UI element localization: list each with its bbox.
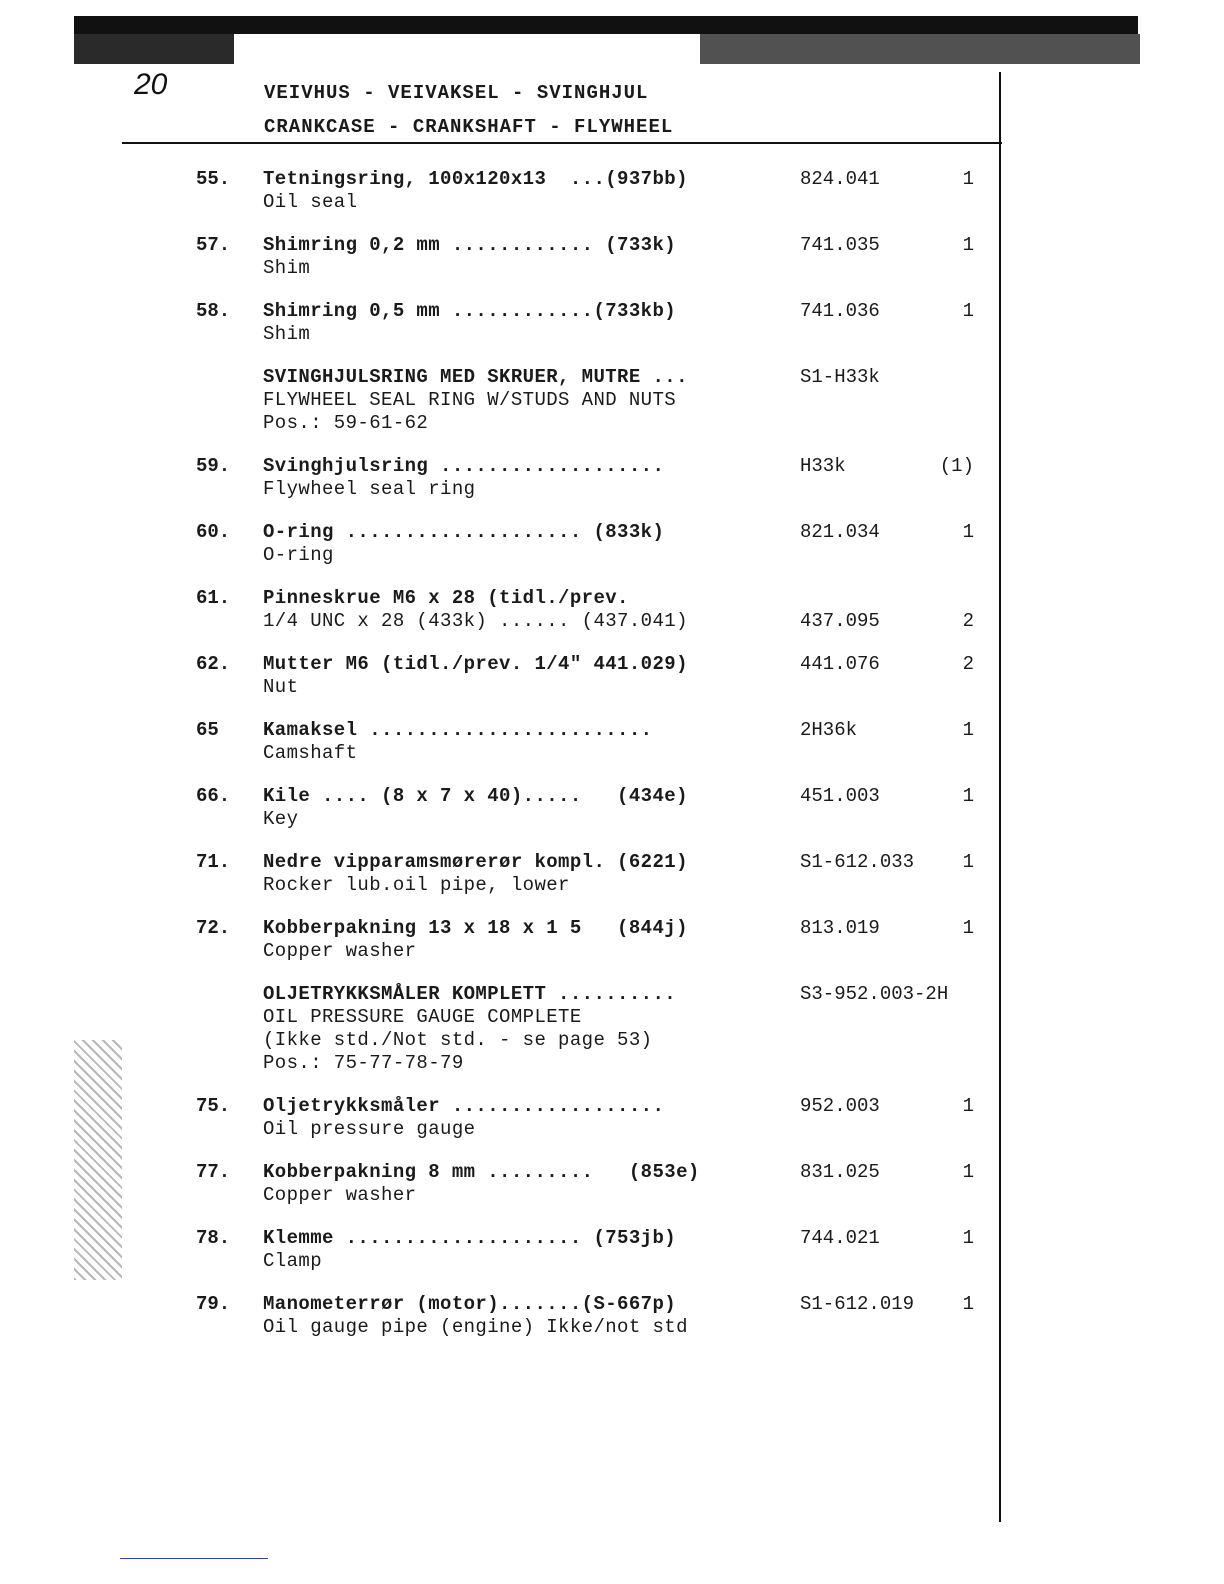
item-position: 75. xyxy=(196,1095,231,1117)
scan-artifact-right xyxy=(700,34,1140,64)
item-description xyxy=(263,1161,753,1207)
quantity: 1 xyxy=(962,300,974,322)
part-number: 437.095 xyxy=(800,610,880,632)
list-item xyxy=(0,521,1000,567)
list-item xyxy=(0,653,1000,699)
part-number: H33k xyxy=(800,455,846,477)
part-number: S1-612.033 xyxy=(800,851,915,873)
quantity: 1 xyxy=(962,917,974,939)
item-position: 61. xyxy=(196,587,231,609)
page-heading-norwegian: VEIVHUS - VEIVAKSEL - SVINGHJUL xyxy=(264,82,649,104)
quantity: 1 xyxy=(962,168,974,190)
description-line-secondary: Clamp xyxy=(263,1250,323,1272)
quantity: 1 xyxy=(962,234,974,256)
item-position: 78. xyxy=(196,1227,231,1249)
list-item xyxy=(0,719,1000,765)
parts-list xyxy=(0,168,1000,1359)
item-position: 58. xyxy=(196,300,231,322)
description-line-secondary: Copper washer xyxy=(263,1184,417,1206)
part-number: 824.041 xyxy=(800,168,880,190)
page-heading-english: CRANKCASE - CRANKSHAFT - FLYWHEEL xyxy=(264,116,674,138)
description-line-secondary: FLYWHEEL SEAL RING W/STUDS AND NUTS xyxy=(263,389,677,411)
item-description xyxy=(263,851,753,897)
item-description xyxy=(263,366,753,435)
item-position: 71. xyxy=(196,851,231,873)
part-number: 831.025 xyxy=(800,1161,880,1183)
scan-noise xyxy=(74,1040,122,1280)
quantity: 1 xyxy=(962,521,974,543)
part-number: 952.003 xyxy=(800,1095,880,1117)
description-line-primary: Mutter M6 (tidl./prev. 1/4" 441.029) xyxy=(263,653,688,675)
item-description xyxy=(263,1095,753,1141)
description-line-secondary: Pos.: 75-77-78-79 xyxy=(263,1052,464,1074)
part-number: 451.003 xyxy=(800,785,880,807)
part-number: S3-952.003-2H xyxy=(800,983,949,1005)
description-line-primary: Klemme .................... (753jb) xyxy=(263,1227,677,1249)
quantity: 1 xyxy=(962,1293,974,1315)
item-description xyxy=(263,653,753,699)
quantity: 1 xyxy=(962,1227,974,1249)
description-line-primary: Manometerrør (motor).......(S-667p) xyxy=(263,1293,677,1315)
item-description xyxy=(263,719,753,765)
item-position: 72. xyxy=(196,917,231,939)
scan-artifact-left xyxy=(74,34,234,64)
footer-line xyxy=(120,1558,268,1559)
item-description xyxy=(263,1293,753,1339)
description-line-primary: Kobberpakning 8 mm ......... (853e) xyxy=(263,1161,700,1183)
part-number: 741.036 xyxy=(800,300,880,322)
description-line-secondary: Pos.: 59-61-62 xyxy=(263,412,429,434)
item-description xyxy=(263,521,753,567)
description-line-secondary: Oil gauge pipe (engine) Ikke/not std xyxy=(263,1316,688,1338)
item-description xyxy=(263,587,753,633)
item-position: 65 xyxy=(196,719,219,741)
list-item xyxy=(0,851,1000,897)
description-line-secondary: Key xyxy=(263,808,299,830)
description-line-primary: Kile .... (8 x 7 x 40)..... (434e) xyxy=(263,785,688,807)
description-line-primary: Pinneskrue M6 x 28 (tidl./prev. xyxy=(263,587,629,609)
quantity: 1 xyxy=(962,1161,974,1183)
description-line-secondary: O-ring xyxy=(263,544,334,566)
item-description xyxy=(263,785,753,831)
description-line-primary: Shimring 0,2 mm ............ (733k) xyxy=(263,234,677,256)
list-item xyxy=(0,455,1000,501)
item-description xyxy=(263,168,753,214)
part-number: 441.076 xyxy=(800,653,880,675)
item-position: 55. xyxy=(196,168,231,190)
item-description xyxy=(263,983,753,1075)
item-position: 62. xyxy=(196,653,231,675)
item-position: 79. xyxy=(196,1293,231,1315)
description-line-primary: Kamaksel ........................ xyxy=(263,719,653,741)
list-item xyxy=(0,1227,1000,1273)
list-item xyxy=(0,917,1000,963)
description-line-secondary: Rocker lub.oil pipe, lower xyxy=(263,874,570,896)
list-item xyxy=(0,234,1000,280)
description-line-primary: Svinghjulsring ................... xyxy=(263,455,665,477)
list-item xyxy=(0,1293,1000,1339)
list-item xyxy=(0,1095,1000,1141)
part-number: S1-H33k xyxy=(800,366,880,388)
quantity: 1 xyxy=(962,1095,974,1117)
part-number: 821.034 xyxy=(800,521,880,543)
description-line-primary: Kobberpakning 13 x 18 x 1 5 (844j) xyxy=(263,917,688,939)
quantity: (1) xyxy=(939,455,974,477)
description-line-secondary: Shim xyxy=(263,257,311,279)
list-item xyxy=(0,587,1000,633)
item-description xyxy=(263,455,753,501)
description-line-secondary: Oil pressure gauge xyxy=(263,1118,476,1140)
description-line-secondary: (Ikke std./Not std. - se page 53) xyxy=(263,1029,653,1051)
item-description xyxy=(263,300,753,346)
part-number: 741.035 xyxy=(800,234,880,256)
header-rule xyxy=(122,142,1002,144)
item-position: 77. xyxy=(196,1161,231,1183)
item-position: 60. xyxy=(196,521,231,543)
description-line-primary: Tetningsring, 100x120x13 ...(937bb) xyxy=(263,168,688,190)
item-position: 57. xyxy=(196,234,231,256)
quantity: 1 xyxy=(962,719,974,741)
quantity: 2 xyxy=(962,610,974,632)
description-line-secondary: Copper washer xyxy=(263,940,417,962)
list-item xyxy=(0,168,1000,214)
item-description xyxy=(263,1227,753,1273)
description-line-primary: SVINGHJULSRING MED SKRUER, MUTRE ... xyxy=(263,366,688,388)
item-description xyxy=(263,917,753,963)
item-description xyxy=(263,234,753,280)
list-item xyxy=(0,983,1000,1075)
item-position: 66. xyxy=(196,785,231,807)
description-line-primary: Nedre vipparamsmørerør kompl. (6221) xyxy=(263,851,688,873)
item-position: 59. xyxy=(196,455,231,477)
description-line-secondary: Nut xyxy=(263,676,299,698)
description-line-primary: OLJETRYKKSMÅLER KOMPLETT .......... xyxy=(263,983,677,1005)
list-item xyxy=(0,785,1000,831)
part-number: S1-612.019 xyxy=(800,1293,915,1315)
description-line-secondary: Camshaft xyxy=(263,742,358,764)
description-line-primary: Shimring 0,5 mm ............(733kb) xyxy=(263,300,677,322)
part-number: 813.019 xyxy=(800,917,880,939)
part-number: 744.021 xyxy=(800,1227,880,1249)
list-item xyxy=(0,300,1000,346)
page-number: 20 xyxy=(134,68,168,101)
description-line-secondary: Flywheel seal ring xyxy=(263,478,476,500)
quantity: 2 xyxy=(962,653,974,675)
list-item xyxy=(0,1161,1000,1207)
description-line-primary: O-ring .................... (833k) xyxy=(263,521,665,543)
quantity: 1 xyxy=(962,851,974,873)
quantity: 1 xyxy=(962,785,974,807)
description-line-secondary: Oil seal xyxy=(263,191,358,213)
description-line-secondary: Shim xyxy=(263,323,311,345)
description-line-secondary: 1/4 UNC x 28 (433k) ...... (437.041) xyxy=(263,610,688,632)
description-line-primary: Oljetrykksmåler .................. xyxy=(263,1095,665,1117)
list-item xyxy=(0,366,1000,435)
part-number: 2H36k xyxy=(800,719,858,741)
top-scan-border xyxy=(74,16,1138,34)
description-line-secondary: OIL PRESSURE GAUGE COMPLETE xyxy=(263,1006,582,1028)
